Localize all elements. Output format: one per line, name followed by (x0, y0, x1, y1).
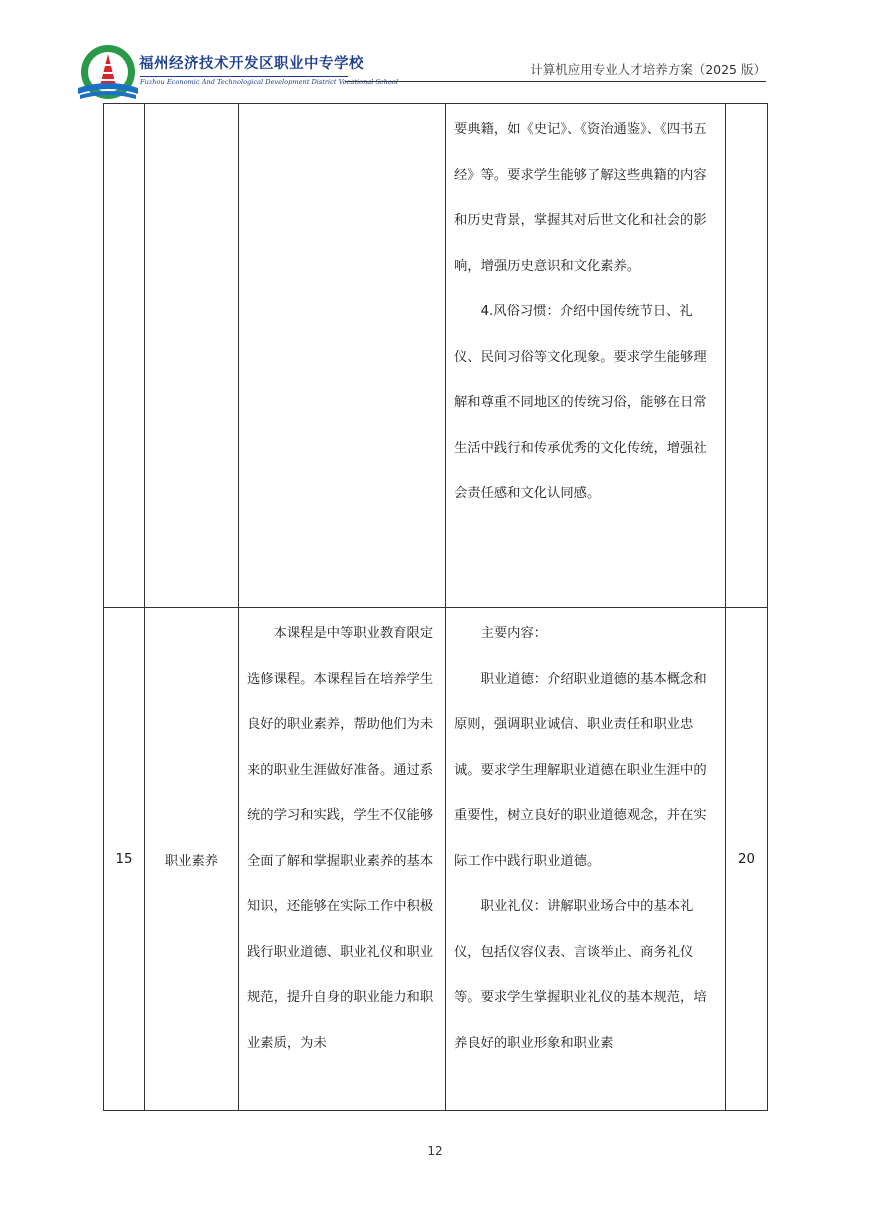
course-description-cell (239, 104, 446, 608)
school-name-cn: 福州经济技术开发区职业中专学校 (139, 56, 364, 72)
page-number: 12 (427, 1144, 443, 1158)
table-row (104, 104, 768, 608)
course-content-cell (446, 104, 726, 608)
content-paragraph: 职业道德：介绍职业道德的基本概念和原则，强调职业诚信、职业责任和职业忠诚。要求学生理解职业道德在职业生涯中的重要性，树立良好的职业道德观念，并在实际工作中践行职业道德。 (454, 671, 707, 869)
course-name-cell: 职业素养 (145, 608, 239, 1111)
course-number-cell: 15 (104, 608, 145, 1111)
description-paragraph: 本课程是中等职业教育限定选修课程。本课程旨在培养学生良好的职业素养，帮助他们为未来的职业生涯做好准备。通过系统的学习和实践，学生不仅能够全面了解和掌握职业素养的基本知识，还能够在实际工作中积极践行职业道德、职业礼仪和职业规范，提升自身的职业能力和职业素质，为未 (247, 626, 434, 1051)
course-hours-cell: 20 (726, 608, 768, 1111)
course-number-cell (104, 104, 145, 608)
content-paragraph: 职业礼仪：讲解职业场合中的基本礼仪，包括仪容仪表、言谈举止、商务礼仪等。要求学生掌握职业礼仪的基本规范，培养良好的职业形象和职业素 (454, 899, 707, 1051)
content-paragraph: 主要内容： (480, 626, 548, 641)
school-name-en: Fuzhou Economic And Technological Development District Vocational School (140, 78, 398, 86)
course-hours-cell (726, 104, 768, 608)
content-paragraph: 4.风俗习惯：介绍中国传统节日、礼仪、民间习俗等文化现象。要求学生能够理解和尊重不同地区的传统习俗，能够在日常生活中践行和传承优秀的文化传统，增强社会责任感和文化认同感。 (454, 304, 707, 501)
school-logo-icon (76, 44, 140, 102)
course-content-cell (446, 608, 726, 1111)
header-divider (345, 81, 766, 82)
document-title: 计算机应用专业人才培养方案（2025 版） (530, 62, 766, 77)
course-name-cell (145, 104, 239, 608)
page-header (0, 0, 870, 100)
course-description-cell (239, 608, 446, 1111)
table-row (104, 608, 768, 1111)
content-paragraph: 要典籍，如《史记》、《资治通鉴》、《四书五经》等。要求学生能够了解这些典籍的内容和历史背景，掌握其对后世文化和社会的影响，增强历史意识和文化素养。 (454, 122, 707, 274)
logo-underline (140, 76, 348, 77)
course-table (103, 103, 768, 1111)
